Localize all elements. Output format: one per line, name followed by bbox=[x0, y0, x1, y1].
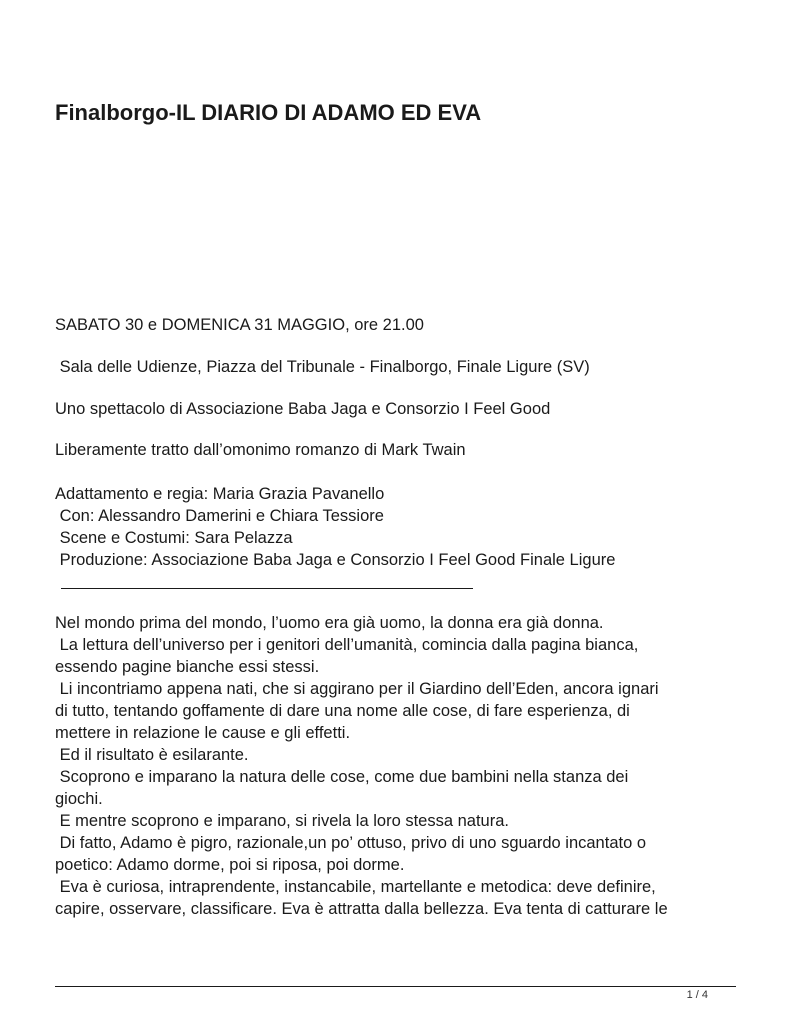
footer-rule bbox=[55, 986, 736, 987]
body-line: Eva è curiosa, intraprendente, instancabile, martellante e metodica: deve definire, bbox=[55, 878, 656, 896]
event-presenter: Uno spettacolo di Associazione Baba Jaga e Consorzio I Feel Good bbox=[55, 400, 551, 418]
credit-production: Produzione: Associazione Baba Jaga e Consorzio I Feel Good Finale Ligure bbox=[55, 551, 616, 569]
body-line: Nel mondo prima del mondo, l’uomo era già uomo, la donna era già donna. bbox=[55, 614, 604, 632]
body-line: mettere in relazione le cause e gli effetti. bbox=[55, 724, 351, 742]
body-line: Scoprono e imparano la natura delle cose, come due bambini nella stanza dei bbox=[55, 768, 629, 786]
credit-sets-costumes: Scene e Costumi: Sara Pelazza bbox=[55, 529, 293, 547]
document-title: Finalborgo-IL DIARIO DI ADAMO ED EVA bbox=[55, 100, 482, 125]
credit-direction: Adattamento e regia: Maria Grazia Pavanello bbox=[55, 485, 385, 503]
body-line: poetico: Adamo dorme, poi si riposa, poi dorme. bbox=[55, 856, 405, 874]
section-divider bbox=[61, 588, 473, 589]
credit-cast: Con: Alessandro Damerini e Chiara Tessiore bbox=[55, 507, 384, 525]
body-line: Ed il risultato è esilarante. bbox=[55, 746, 249, 764]
body-line: E mentre scoprono e imparano, si rivela la loro stessa natura. bbox=[55, 812, 509, 830]
body-line: di tutto, tentando goffamente di dare una nome alle cose, di fare esperienza, di bbox=[55, 702, 630, 720]
event-venue: Sala delle Udienze, Piazza del Tribunale - Finalborgo, Finale Ligure (SV) bbox=[55, 358, 590, 376]
page-number: 1 / 4 bbox=[686, 989, 708, 1001]
event-source: Liberamente tratto dall’omonimo romanzo di Mark Twain bbox=[55, 441, 466, 459]
body-line: Di fatto, Adamo è pigro, razionale,un po’ ottuso, privo di uno sguardo incantato o bbox=[55, 834, 647, 852]
body-line: giochi. bbox=[55, 790, 103, 808]
body-line: Li incontriamo appena nati, che si aggirano per il Giardino dell’Eden, ancora ignari bbox=[55, 680, 659, 698]
event-date: SABATO 30 e DOMENICA 31 MAGGIO, ore 21.00 bbox=[55, 316, 424, 334]
body-line: La lettura dell’universo per i genitori dell’umanità, comincia dalla pagina bianca, bbox=[55, 636, 639, 654]
body-line: essendo pagine bianche essi stessi. bbox=[55, 658, 320, 676]
body-line: capire, osservare, classificare. Eva è attratta dalla bellezza. Eva tenta di catturare le bbox=[55, 900, 668, 918]
